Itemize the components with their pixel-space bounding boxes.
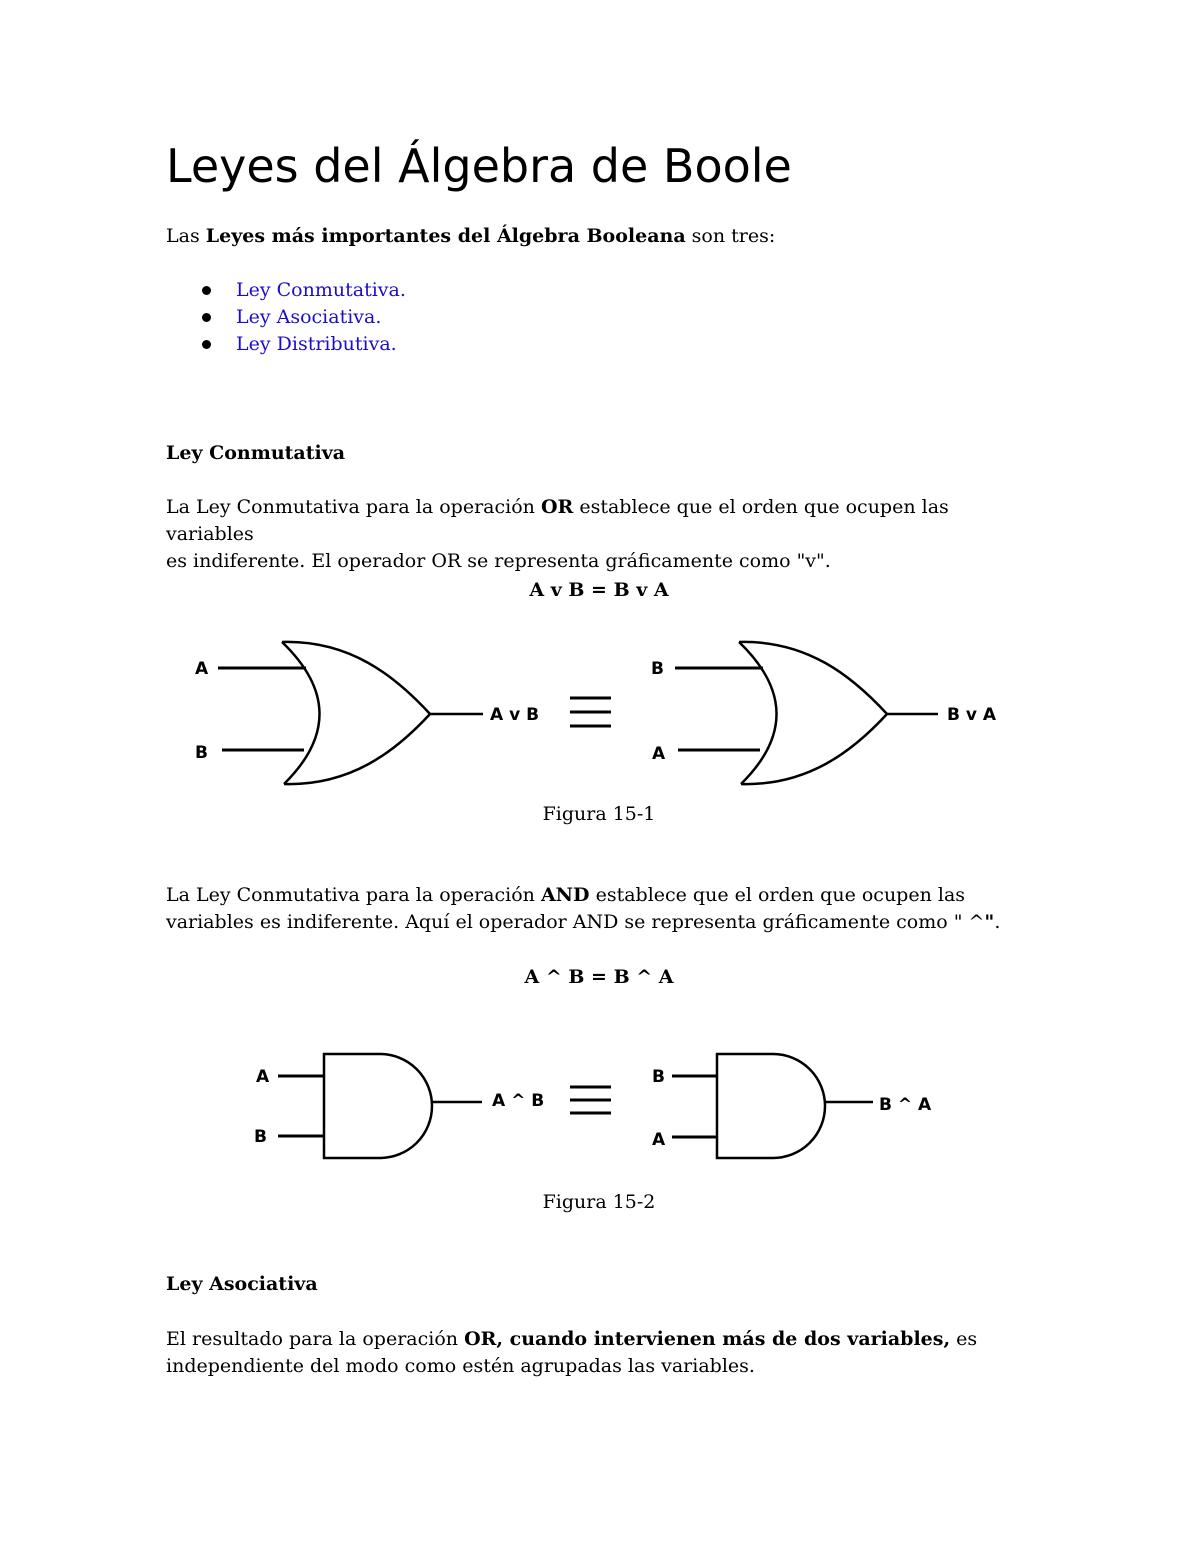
link-ley-distributiva[interactable]: Ley Distributiva. bbox=[236, 333, 397, 355]
and-text-line2: variables es indiferente. Aquí el operador AND se representa gráficamente como " ^ bbox=[166, 911, 985, 933]
bullet-icon bbox=[202, 340, 211, 349]
list-item bbox=[166, 331, 406, 358]
fig2-left-input-bottom: B bbox=[254, 1127, 267, 1147]
fig2-right-output: B ^ A bbox=[879, 1095, 932, 1115]
intro-paragraph bbox=[166, 223, 1036, 250]
assoc-text-part: es bbox=[950, 1328, 978, 1350]
and-text-period: . bbox=[994, 911, 1001, 933]
and-paragraph bbox=[166, 882, 1036, 936]
link-ley-conmutativa[interactable]: Ley Conmutativa. bbox=[236, 279, 406, 301]
fig1-left-input-top: A bbox=[195, 659, 209, 679]
heading-ley-conmutativa: Ley Conmutativa bbox=[166, 442, 346, 464]
assoc-text-bold: OR, cuando intervienen más de dos variables, bbox=[464, 1328, 951, 1350]
fig2-right-input-top: B bbox=[652, 1067, 665, 1087]
equivalence-icon bbox=[570, 698, 611, 726]
or-formula: A v B = B v A bbox=[529, 579, 669, 601]
or-gate-left bbox=[218, 642, 483, 784]
fig1-left-input-bottom: B bbox=[195, 743, 208, 763]
or-text-part: La Ley Conmutativa para la operación bbox=[166, 496, 541, 518]
and-formula: A ^ B = B ^ A bbox=[524, 966, 674, 988]
and-gate-right bbox=[672, 1054, 873, 1158]
laws-list bbox=[166, 277, 406, 358]
and-text-quote: " bbox=[984, 911, 995, 933]
bullet-icon bbox=[202, 286, 211, 295]
and-gate-left bbox=[278, 1054, 482, 1158]
equivalence-icon bbox=[570, 1087, 611, 1113]
and-text-part: La Ley Conmutativa para la operación bbox=[166, 884, 541, 906]
intro-bold: Leyes más importantes del Álgebra Booleana bbox=[205, 225, 686, 247]
or-text-bold: OR bbox=[540, 496, 574, 518]
fig1-left-output: A v B bbox=[490, 705, 540, 725]
or-paragraph bbox=[166, 494, 1036, 575]
page-title: Leyes del Álgebra de Boole bbox=[166, 139, 792, 193]
heading-ley-asociativa: Ley Asociativa bbox=[166, 1273, 318, 1295]
and-text-part: establece que el orden que ocupen las bbox=[589, 884, 966, 906]
or-gate-right bbox=[675, 642, 938, 784]
assoc-text-line2: independiente del modo como estén agrupadas las variables. bbox=[166, 1355, 755, 1377]
link-ley-asociativa[interactable]: Ley Asociativa. bbox=[236, 306, 382, 328]
figure1-caption: Figura 15-1 bbox=[542, 803, 656, 825]
and-text-bold: AND bbox=[540, 884, 590, 906]
fig1-right-input-top: B bbox=[651, 659, 664, 679]
fig2-left-input-top: A bbox=[256, 1067, 270, 1087]
assoc-text-part: El resultado para la operación bbox=[166, 1328, 465, 1350]
figure-or-gates bbox=[0, 630, 1200, 790]
associative-paragraph bbox=[166, 1326, 1036, 1380]
figure2-caption: Figura 15-2 bbox=[542, 1191, 656, 1213]
or-text-part: establece que el orden que ocupen las variables bbox=[166, 496, 949, 545]
bullet-icon bbox=[202, 313, 211, 322]
intro-prefix: Las bbox=[166, 225, 206, 247]
fig2-left-output: A ^ B bbox=[492, 1091, 545, 1111]
fig2-right-input-bottom: A bbox=[652, 1130, 666, 1150]
intro-suffix: son tres: bbox=[685, 225, 776, 247]
fig1-right-output: B v A bbox=[947, 705, 997, 725]
list-item bbox=[166, 304, 406, 331]
or-text-line2: es indiferente. El operador OR se representa gráficamente como "v". bbox=[166, 550, 831, 572]
fig1-right-input-bottom: A bbox=[652, 744, 666, 764]
list-item bbox=[166, 277, 406, 304]
figure-and-gates bbox=[0, 1040, 1200, 1170]
